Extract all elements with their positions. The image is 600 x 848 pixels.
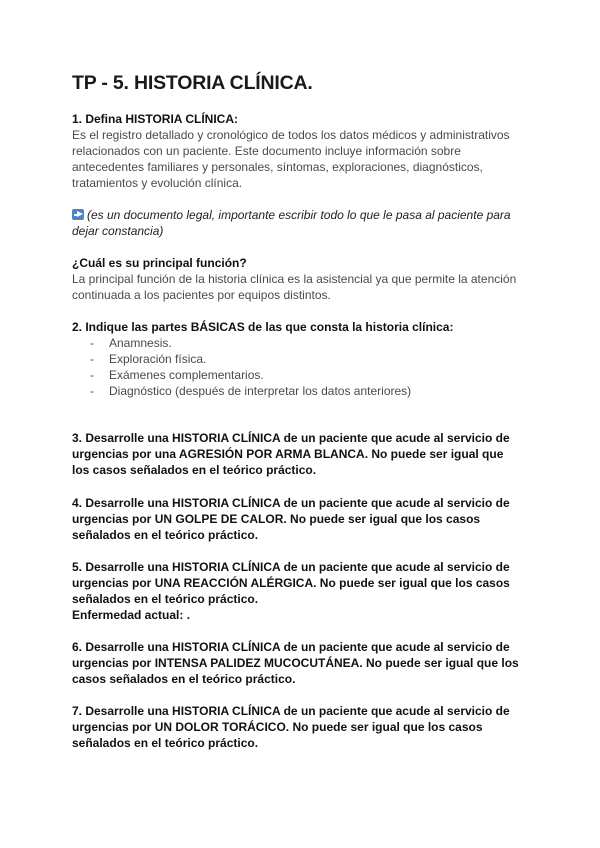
question-line: los casos señalados en el teórico práctico. [72,463,317,477]
question-7 [72,703,528,751]
question-line: señalados en el teórico práctico. [72,592,259,606]
question-line: 7. Desarrolle una HISTORIA CLÍNICA de un paciente que acude al servicio de [72,704,510,718]
question-line: urgencias por una AGRESIÓN POR ARMA BLANCA. No puede ser igual que [72,447,504,461]
question-line: 3. Desarrolle una HISTORIA CLÍNICA de un paciente que acude al servicio de [72,431,510,445]
question-line: urgencias por UN GOLPE DE CALOR. No puede ser igual que los casos [72,512,481,526]
question-line: señalados en el teórico práctico. [72,528,259,542]
right-arrow-icon [72,209,84,220]
answer-line: continuada a los pacientes por equipos distintos. [72,288,331,302]
question-6 [72,639,528,687]
question-line: 6. Desarrolle una HISTORIA CLÍNICA de un paciente que acude al servicio de [72,640,510,654]
main-function-answer [72,271,528,303]
answer-line: tratamientos y evolución clínica. [72,176,243,190]
legal-note [72,207,528,239]
question-3 [72,430,528,478]
question-line: urgencias por UN DOLOR TORÁCICO. No puede ser igual que los casos [72,720,483,734]
list-item: - Exámenes complementarios. [90,368,264,382]
parts-list [72,335,528,399]
list-item: - Exploración física. [90,352,207,366]
list-item: - Anamnesis. [90,336,172,350]
question-line: 4. Desarrolle una HISTORIA CLÍNICA de un paciente que acude al servicio de [72,496,510,510]
question-1-heading: 1. Defina HISTORIA CLÍNICA: [72,112,239,126]
main-function-section [72,255,528,303]
question-line: casos señalados en el teórico práctico. [72,672,296,686]
note-line: (es un documento legal, importante escribir todo lo que le pasa al paciente para [87,208,511,222]
answer-line: Es el registro detallado y cronológico de todos los datos médicos y administrativos [72,128,510,142]
main-function-heading: ¿Cuál es su principal función? [72,256,247,270]
question-2-heading: 2. Indique las partes BÁSICAS de las que consta la historia clínica: [72,320,454,334]
question-4 [72,495,528,543]
question-line: 5. Desarrolle una HISTORIA CLÍNICA de un paciente que acude al servicio de [72,560,510,574]
answer-line: La principal función de la historia clínica es la asistencial ya que permite la atención [72,272,517,286]
question-line: señalados en el teórico práctico. [72,736,259,750]
question-2 [72,319,528,399]
question-1-answer [72,127,528,191]
answer-line: antecedentes familiares y personales, síntomas, exploraciones, diagnósticos, [72,160,483,174]
page-title: TP - 5. HISTORIA CLÍNICA. [72,72,313,94]
answer-line: relacionados con un paciente. Este documento incluye información sobre [72,144,461,158]
question-1 [72,111,528,191]
list-item: - Diagnóstico (después de interpretar los datos anteriores) [90,384,412,398]
question-line: urgencias por INTENSA PALIDEZ MUCOCUTÁNEA. No puede ser igual que los [72,656,519,670]
question-5 [72,559,528,623]
note-line: dejar constancia) [72,224,164,238]
current-illness-label: Enfermedad actual: . [72,608,191,622]
question-line: urgencias por UNA REACCIÓN ALÉRGICA. No puede ser igual que los casos [72,576,510,590]
